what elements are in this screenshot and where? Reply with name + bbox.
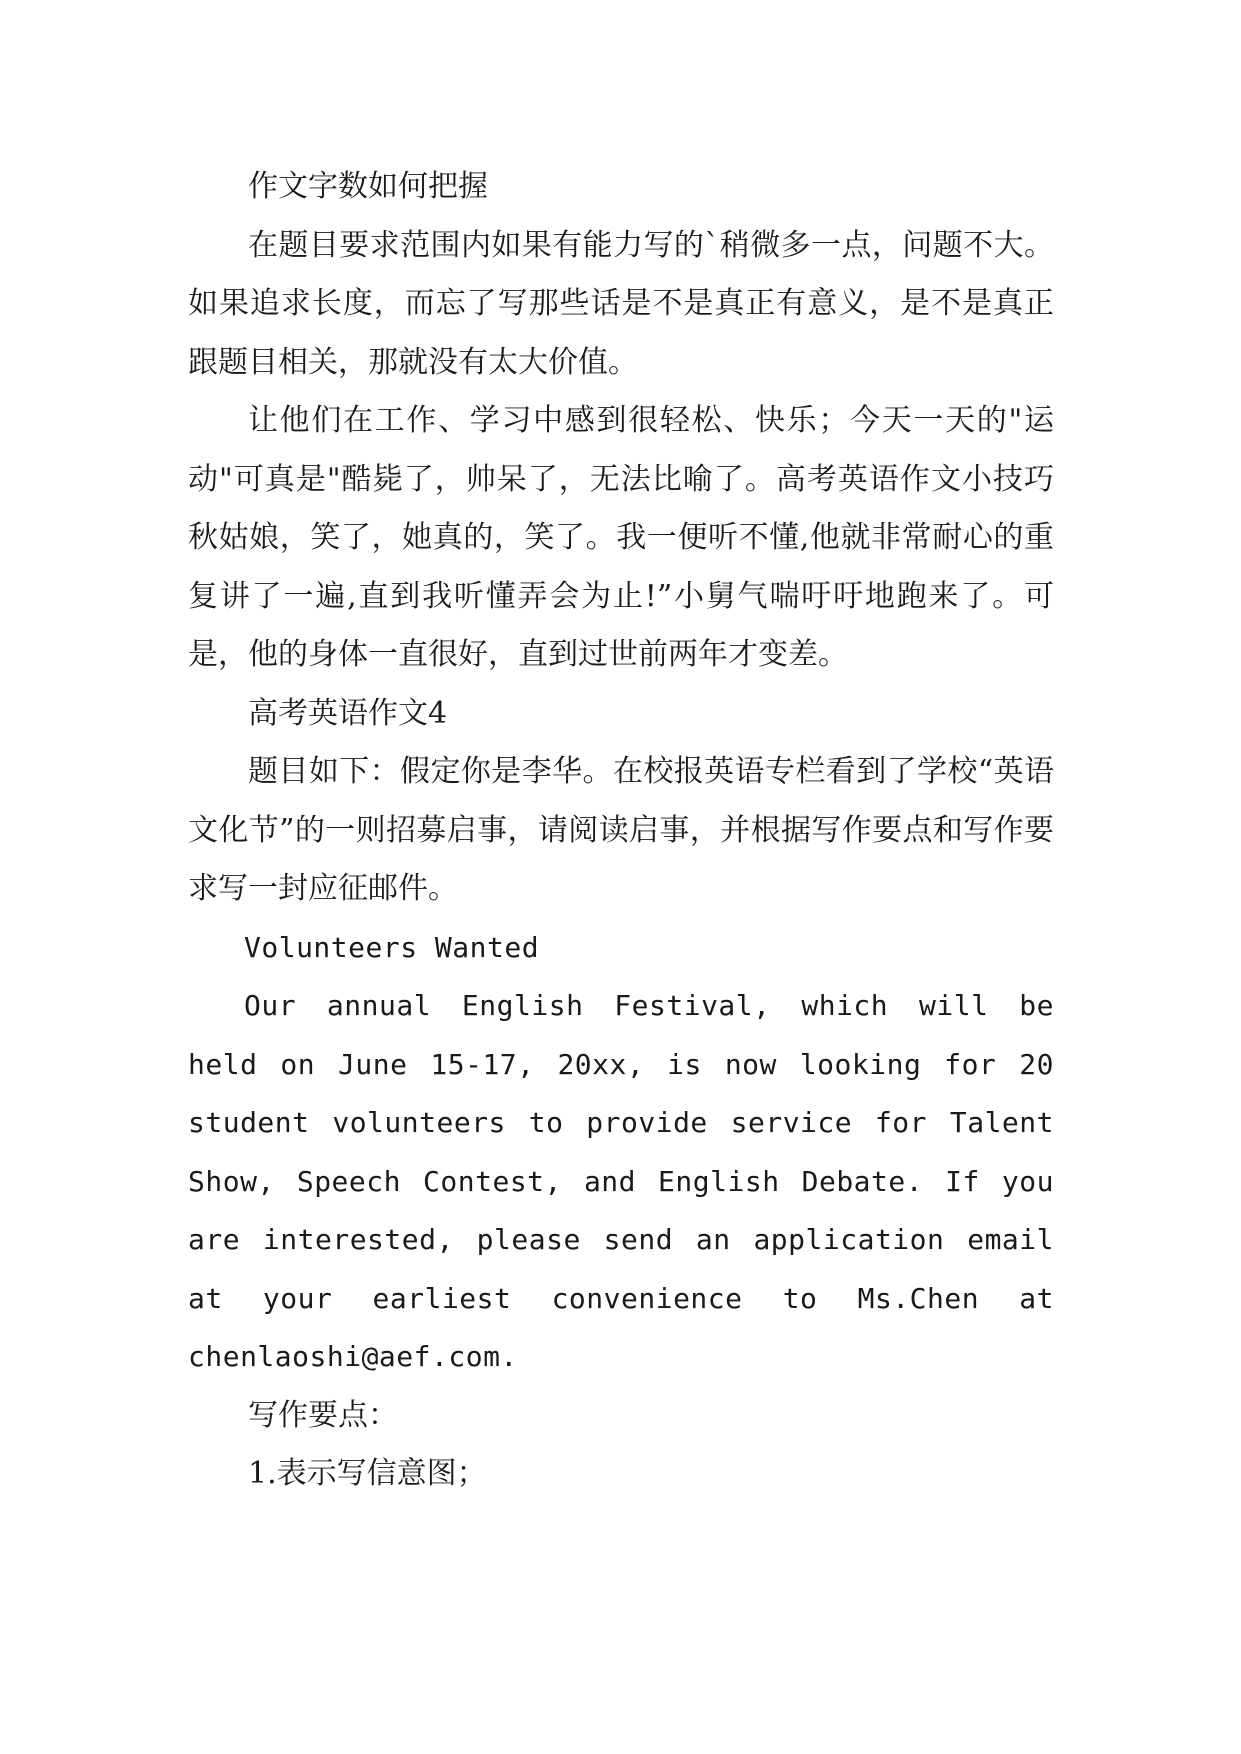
paragraph-word-count-advice: 在题目要求范围内如果有能力写的`稍微多一点，问题不大。如果追求长度，而忘了写那些话是不是真正有意义，是不是真正跟题目相关，那就没有太大价值。 bbox=[188, 227, 1054, 380]
writing-points-heading: 写作要点： bbox=[248, 1397, 398, 1433]
writing-point-1: 1.表示写信意图； bbox=[248, 1456, 487, 1491]
paragraph-narrative: 让他们在工作、学习中感到很轻松、快乐；今天一天的"运动"可真是"酷毙了，帅呆了，无法比喻了。高考英语作文小技巧秋姑娘，笑了，她真的，笑了。我一便听不懂,他就非常耐心的重复讲了一遍,直到我听懂弄会为止!”小舅气喘吁吁地跑来了。可是，他的身体一直很好，直到过世前两年才变差。 bbox=[188, 403, 1054, 672]
paragraph-prompt: 题目如下：假定你是李华。在校报英语专栏看到了学校“英语文化节”的一则招募启事，请阅读启事，并根据写作要点和写作要求写一封应征邮件。 bbox=[188, 754, 1054, 906]
section-heading-word-count: 作文字数如何把握 bbox=[248, 169, 488, 204]
notice-body: Our annual English Festival, which will be held on June 15-17, 20xx, is now looking for 20 student volunteers to provide service for Talent Show, Speech Contest, and English Debate. If you are interested, please send an application email at your earliest convenience to Ms.Chen at chenlaoshi@aef.com. bbox=[188, 989, 1054, 1373]
notice-title: Volunteers Wanted bbox=[244, 930, 540, 964]
document-body bbox=[188, 158, 1054, 1504]
section-heading-essay-4: 高考英语作文4 bbox=[248, 695, 448, 731]
